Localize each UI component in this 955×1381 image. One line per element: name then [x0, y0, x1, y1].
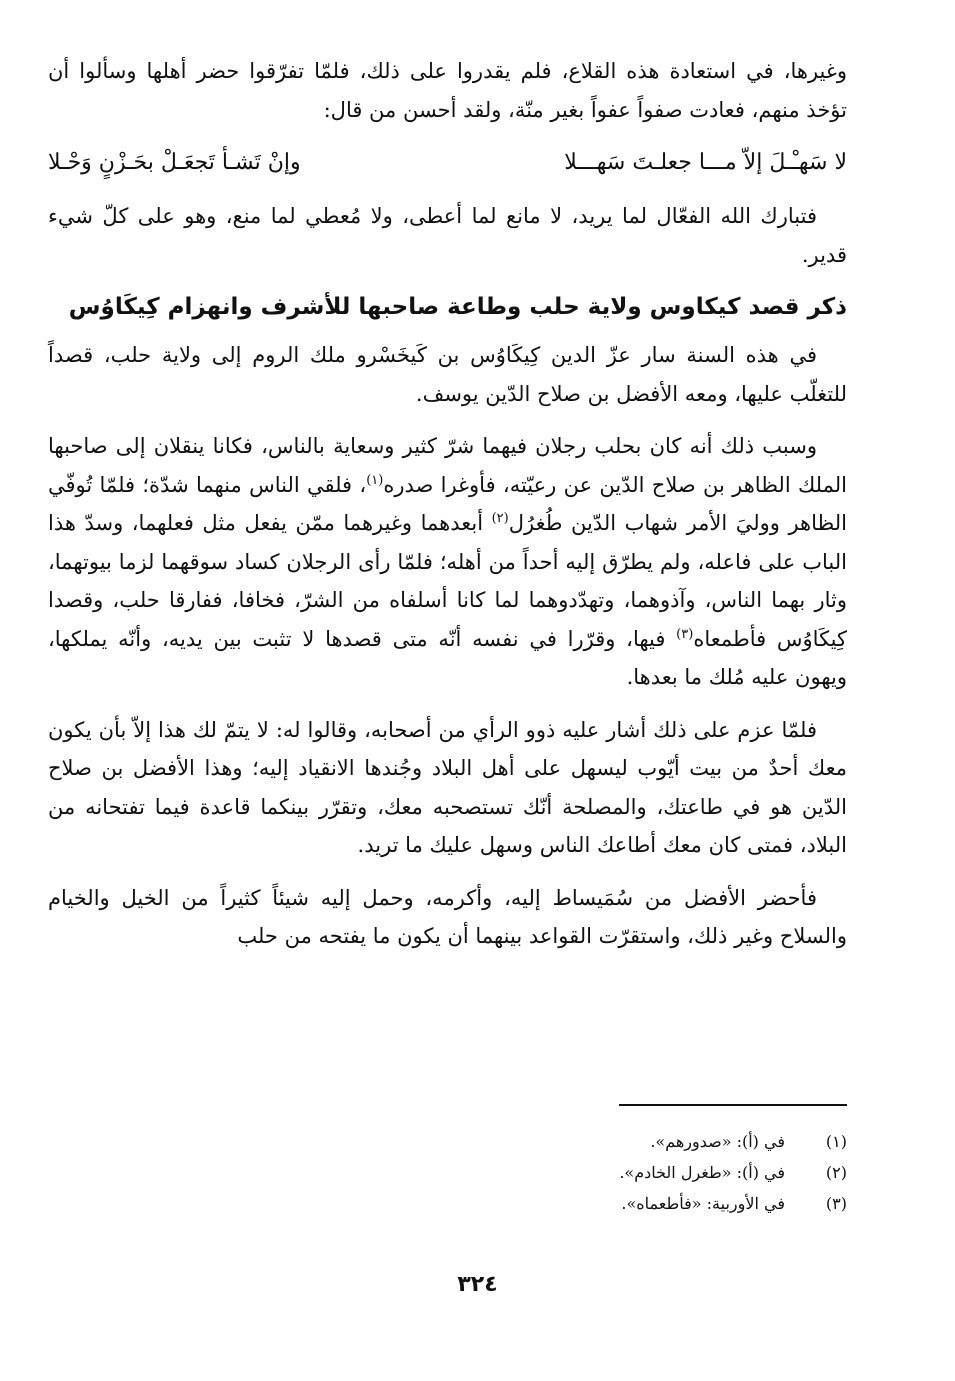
page-number: ٣٢٤	[457, 1272, 498, 1297]
paragraph: في هذه السنة سار عزّ الدين كِيكَاوُس بن كَيخَسْرو ملك الروم إلى ولاية حلب، قصداً للتغلّب عليها، ومعه الأفضل بن صلاح الدّين يوسف.	[48, 343, 847, 406]
footnote-number: (١)	[825, 1132, 847, 1151]
paragraph: فلمّا عزم على ذلك أشار عليه ذوو الرأي من أصحابه، وقالوا له: لا يتمّ لك هذا إلاّ بأن يكون معك أحدٌ من بيت أيّوب ليسهل على أهل البلاد وجُندها الانقياد إليه؛ وهذا الأفضل بن صلاح الدّين هو في طاعتك، والمصلحة أنّك تستصحبه معك، وتقرّر بينكما قاعدة فيما تفتحانه من البلاد، فمتى كان معك أطاعك الناس وسهل عليك ما تريد.	[48, 717, 847, 857]
poem-verse	[48, 143, 847, 183]
paragraph-continuation: وغيرها، في استعادة هذه القلاع، فلم يقدروا على ذلك، فلمّا تفرّقوا حضر أهلها وسألوا أن تؤخذ منهم، فعادت صفواً عفواً بغير منّة، ولقد أحسن من قال:	[48, 59, 847, 122]
footnote-text: في (أ): «طغرل الخادم».	[619, 1163, 785, 1182]
text-run: ، فلقي الناس منهما شدّة؛ فلمّا تُوفّي الظاهر ووليَ الأمر شهاب الدّين طُغرُل	[48, 472, 847, 535]
footnote-text: في (أ): «صدورهم».	[650, 1132, 785, 1151]
footnote-number: (٢)	[825, 1163, 847, 1182]
footnote-ref: (١)	[366, 472, 384, 488]
footnote	[48, 1157, 847, 1188]
text-run: أبعدهما وغيرهما ممّن يفعل مثل فعلهما، وسدّ هذا الباب على فاعله، ولم يطرّق إليه أحداً من أهله؛ فلمّا رأى الرجلان كساد سوقهما لزما بيوتهما، وثار بهما الناس، وآذوهما، وتهدّدوهما لما كانا أسلفاه من الشرّ، فخافا، ففارقا حلب، وقصدا كِيكَاوُس فأطمعاه	[48, 511, 848, 651]
footnote-number: (٣)	[825, 1194, 847, 1213]
verse-second-hemistich: وإنْ تَشـأ تَجعَـلْ بحَـزْنٍ وَحْـلا	[48, 150, 301, 175]
main-text	[48, 52, 847, 970]
section-heading: ذكر قصد كيكاوس ولاية حلب وطاعة صاحبها للأشرف وانهزام كِيكَاوُس	[68, 294, 847, 320]
footnote-separator	[619, 1104, 847, 1106]
paragraph: فأحضر الأفضل من سُمَيساط إليه، وأكرمه، وحمل إليه شيئاً كثيراً من الخيل والخيام والسلاح وغير ذلك، واستقرّت القواعد بينهما أن يكون ما يفتحه من حلب	[48, 885, 847, 948]
paragraph: فتبارك الله الفعّال لما يريد، لا مانع لما أعطى، ولا مُعطي لما منع، وهو على كلّ شيء قدير.	[48, 204, 847, 267]
footnote-ref: (٣)	[676, 626, 694, 642]
paragraph-with-footnotes	[48, 427, 847, 697]
verse-first-hemistich: لا سَهـْـلَ إلاّ مـــا جعلـتَ سَهـــلا	[564, 150, 847, 175]
footnotes	[48, 1126, 847, 1219]
footnote	[48, 1126, 847, 1157]
footnote	[48, 1188, 847, 1219]
footnote-ref: (٢)	[491, 511, 509, 526]
text-run: فيها، وقرّرا في نفسه أنّه متى قصدها لا تثبت بين يديه، وأنّه يملكها، ويهون عليه مُلك ما بعدها.	[48, 626, 847, 689]
text-run: وسبب ذلك أنه كان بحلب رجلان فيهما شرّ كثير وسعاية بالناس، فكانا ينقلان إلى صاحبها الملك الظاهر بن صلاح الدّين عن رعيّته، فأوغرا صدره	[48, 434, 847, 497]
footnote-text: في الأوربية: «فأطعماه».	[621, 1194, 785, 1213]
